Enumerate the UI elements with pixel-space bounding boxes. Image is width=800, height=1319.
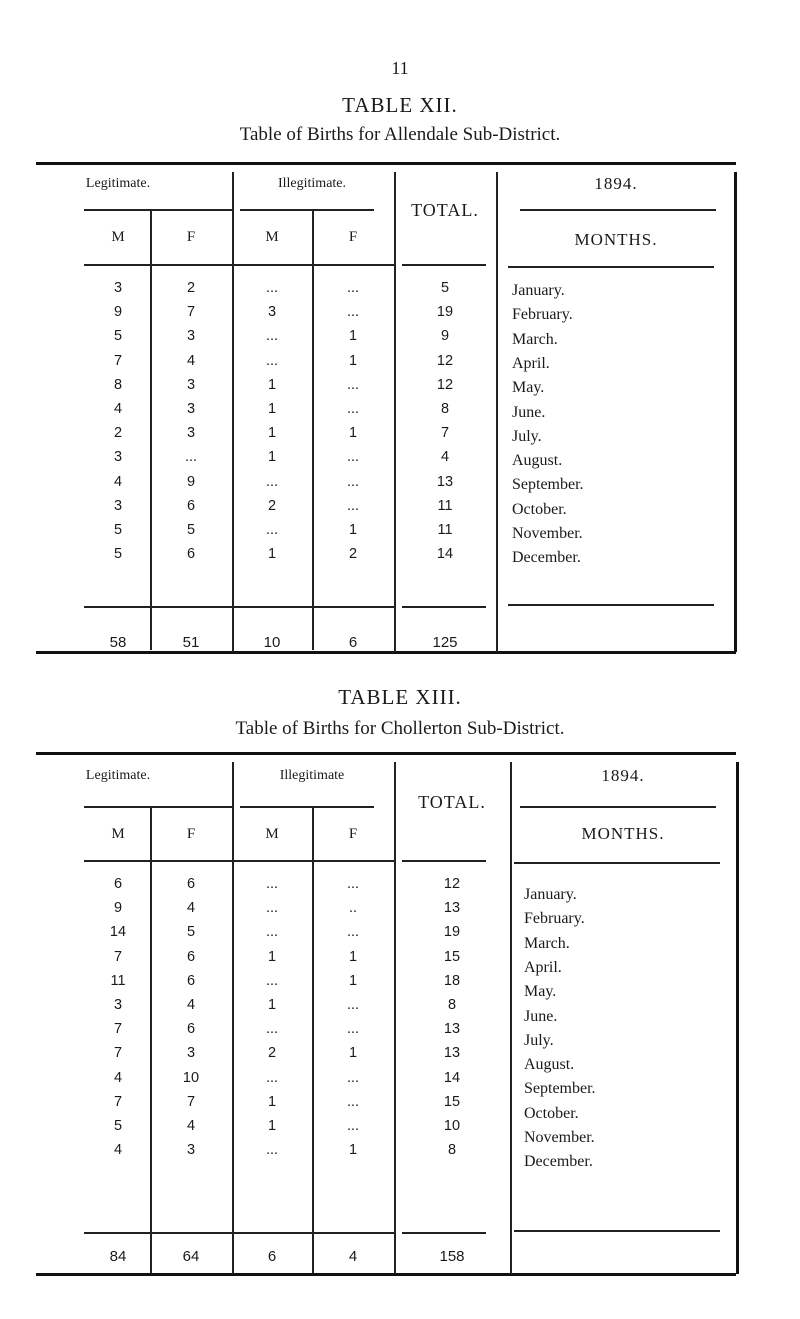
cell-total: 13 [436,473,454,490]
header-legitimate: Legitimate. [85,176,151,191]
cell-legit-m: 3 [113,280,123,296]
cell-illegit-m: ... [265,924,279,941]
cell-illegit-m: ... [265,900,279,917]
cell-legit-m: 7 [113,1045,123,1062]
cell-total: 8 [440,401,450,417]
cell-illegit-f: ... [346,401,360,417]
cell-total: 10 [443,1118,461,1134]
cell-month: November. [524,1129,595,1146]
cell-total: 14 [443,1069,461,1086]
cell-legit-f: 3 [186,425,196,442]
cell-illegit-m: 1 [267,997,277,1013]
table-13-subtitle: Table of Births for Chollerton Sub-District. [235,718,565,739]
cell-legit-m: 7 [113,352,123,369]
cell-total: 14 [436,546,454,563]
cell-illegit-m: ... [265,972,279,989]
header-illegitimate: Illegitimate. [277,176,347,191]
total-all: 158 [439,1248,465,1265]
cell-legit-f: 2 [186,280,196,296]
cell-month: December. [512,549,581,567]
cell-total: 13 [443,900,461,917]
cell-illegit-f: 1 [348,972,358,989]
cell-illegit-f: 1 [348,948,358,965]
cell-illegit-f: ... [346,1069,360,1086]
cell-legit-f: ... [184,449,198,466]
cell-illegit-m: ... [265,522,279,538]
cell-legit-f: 4 [186,997,196,1013]
cell-legit-m: 5 [113,328,123,345]
cell-month: May. [524,983,557,1001]
cell-legit-f: 6 [186,1021,196,1038]
cell-illegit-m: 2 [267,497,277,514]
cell-illegit-m: ... [265,473,279,490]
total-legit-m: 58 [109,634,127,651]
cell-month: August. [512,452,563,470]
total-all: 125 [432,634,458,651]
header-legitimate: Legitimate. [85,768,151,783]
cell-legit-f: 7 [186,1093,196,1110]
cell-total: 13 [443,1045,461,1062]
cell-illegit-f: 1 [348,425,358,442]
cell-month: May. [512,379,545,397]
cell-legit-m: 4 [113,1069,123,1086]
cell-legit-m: 5 [113,522,123,538]
cell-illegit-f: ... [346,924,360,941]
cell-illegit-f: 2 [348,546,358,563]
total-illegit-m: 6 [267,1248,277,1265]
cell-illegit-m: 1 [267,376,277,393]
cell-illegit-m: 1 [267,948,277,965]
cell-month: June. [512,403,546,421]
header-legit-m: M [111,229,125,245]
cell-illegit-f: ... [346,449,360,466]
header-illegit-f: F [348,826,358,842]
cell-legit-m: 4 [113,1142,123,1159]
cell-legit-m: 3 [113,997,123,1013]
cell-illegit-m: 1 [267,401,277,417]
page-number: 11 [391,58,409,78]
cell-legit-f: 6 [186,546,196,563]
cell-illegit-f: .. [348,900,358,917]
table-12-subtitle: Table of Births for Allendale Sub-District. [239,124,561,145]
cell-month: June. [524,1007,558,1025]
cell-legit-m: 8 [113,376,123,393]
cell-illegit-m: ... [265,1142,279,1159]
cell-total: 9 [440,328,450,345]
cell-legit-f: 4 [186,352,196,369]
header-illegit-m: M [265,229,279,245]
cell-illegit-m: 3 [267,304,277,321]
cell-illegit-f: ... [346,497,360,514]
cell-illegit-f: ... [346,473,360,490]
cell-legit-m: 5 [113,546,123,563]
cell-total: 8 [447,997,457,1013]
cell-illegit-f: ... [346,876,360,892]
cell-legit-m: 3 [113,497,123,514]
cell-legit-f: 4 [186,900,196,917]
cell-illegit-f: ... [346,304,360,321]
cell-legit-m: 7 [113,1021,123,1038]
cell-legit-f: 4 [186,1118,196,1134]
cell-month: April. [512,354,550,372]
cell-illegit-m: 1 [267,1118,277,1134]
header-total: TOTAL. [411,200,479,220]
cell-legit-m: 11 [110,972,126,989]
cell-legit-m: 7 [113,948,123,965]
cell-illegit-m: 1 [267,425,277,442]
cell-illegit-m: 2 [267,1045,277,1062]
cell-illegit-m: ... [265,1021,279,1038]
cell-month: April. [524,958,562,976]
cell-total: 8 [447,1142,457,1159]
header-months: MONTHS. [574,230,658,249]
cell-illegit-m: ... [265,876,279,892]
cell-month: September. [524,1080,596,1098]
cell-legit-m: 4 [113,473,123,490]
cell-illegit-f: 1 [348,352,358,369]
header-legit-m: M [111,826,125,842]
total-illegit-f: 6 [348,634,358,651]
cell-total: 18 [443,972,461,989]
cell-illegit-m: 1 [267,546,277,563]
cell-legit-m: 9 [113,304,123,321]
header-illegit-m: M [265,826,279,842]
cell-legit-m: 5 [113,1118,123,1134]
cell-legit-f: 6 [186,948,196,965]
cell-legit-m: 9 [113,900,123,917]
cell-month: September. [512,476,584,494]
cell-illegit-m: ... [265,1069,279,1086]
cell-legit-m: 3 [113,449,123,466]
header-total: TOTAL. [418,792,486,812]
cell-illegit-f: 1 [348,522,358,538]
cell-month: August. [524,1056,575,1074]
cell-month: December. [524,1153,593,1171]
cell-total: 12 [436,376,454,393]
cell-month: February. [512,306,573,324]
table-top-rule [36,752,736,755]
total-legit-f: 51 [182,634,200,651]
cell-legit-f: 6 [186,972,196,989]
cell-month: January. [512,282,565,299]
cell-total: 15 [443,948,461,965]
cell-total: 15 [443,1093,461,1110]
cell-month: July. [524,1031,554,1049]
cell-total: 13 [443,1021,461,1038]
cell-legit-f: 3 [186,328,196,345]
cell-total: 11 [437,522,453,538]
cell-illegit-f: 1 [348,328,358,345]
cell-legit-f: 10 [182,1069,200,1086]
cell-legit-f: 7 [186,304,196,321]
cell-total: 12 [436,352,454,369]
cell-month: March. [512,330,558,348]
cell-legit-m: 7 [113,1093,123,1110]
table-right-rule [736,762,739,1274]
cell-illegit-f: ... [346,997,360,1013]
cell-illegit-m: ... [265,352,279,369]
cell-month: October. [512,500,567,518]
cell-legit-f: 5 [186,522,196,538]
cell-legit-f: 5 [186,924,196,941]
cell-legit-f: 3 [186,401,196,417]
header-year: 1894. [594,174,638,193]
table-top-rule [36,162,736,165]
header-months: MONTHS. [581,824,665,843]
cell-illegit-f: ... [346,376,360,393]
cell-legit-m: 2 [113,425,123,442]
cell-illegit-f: 1 [348,1045,358,1062]
cell-total: 19 [443,924,461,941]
cell-month: February. [524,910,585,928]
table-12-title: TABLE XII. [342,93,458,117]
cell-legit-m: 4 [113,401,123,417]
cell-legit-f: 6 [186,876,196,892]
cell-total: 11 [437,497,453,514]
cell-total: 19 [436,304,454,321]
cell-legit-f: 3 [186,1142,196,1159]
header-illegitimate: Illegitimate [279,768,345,783]
cell-illegit-m: ... [265,280,279,296]
cell-illegit-m: 1 [267,449,277,466]
cell-total: 4 [440,449,450,466]
cell-illegit-f: ... [346,1021,360,1038]
cell-illegit-f: ... [346,1093,360,1110]
cell-illegit-m: 1 [267,1093,277,1110]
total-legit-f: 64 [182,1248,200,1265]
cell-illegit-f: 1 [348,1142,358,1159]
cell-illegit-f: ... [346,1118,360,1134]
cell-total: 7 [440,425,450,442]
total-illegit-f: 4 [348,1248,358,1265]
header-year: 1894. [601,766,645,785]
total-illegit-m: 10 [263,634,281,651]
header-legit-f: F [186,826,196,842]
cell-month: March. [524,934,570,952]
cell-legit-f: 9 [186,473,196,490]
cell-legit-f: 3 [186,1045,196,1062]
cell-legit-m: 6 [113,876,123,892]
cell-illegit-f: ... [346,280,360,296]
total-legit-m: 84 [109,1248,127,1265]
cell-month: July. [512,427,542,445]
header-illegit-f: F [348,229,358,245]
cell-total: 12 [443,876,461,892]
cell-illegit-m: ... [265,328,279,345]
cell-total: 5 [440,280,450,296]
table-bottom-rule [36,1273,736,1276]
cell-legit-f: 3 [186,376,196,393]
cell-month: November. [512,525,583,542]
table-13-title: TABLE XIII. [338,685,462,709]
cell-legit-m: 14 [109,924,127,941]
header-legit-f: F [186,229,196,245]
cell-month: January. [524,886,577,903]
cell-month: October. [524,1104,579,1122]
cell-legit-f: 6 [186,497,196,514]
table-bottom-rule [36,651,736,654]
